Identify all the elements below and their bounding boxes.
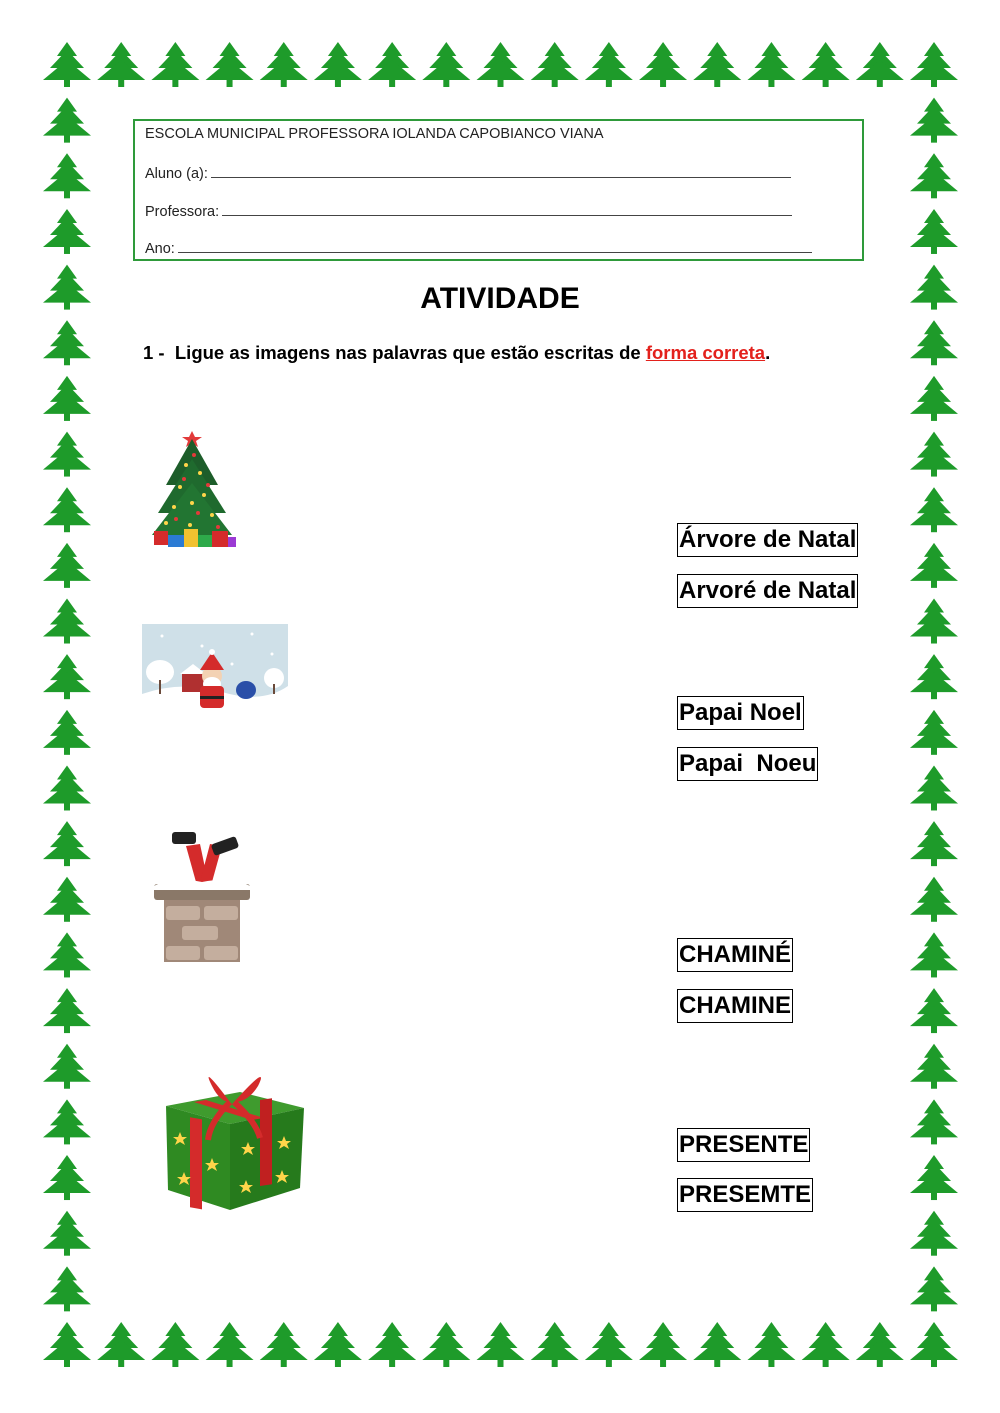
border-tree-icon — [151, 42, 199, 87]
ano-label: Ano: — [145, 241, 175, 257]
border-tree-icon — [585, 1322, 633, 1367]
border-tree-icon — [43, 599, 91, 644]
border-tree-icon — [910, 1266, 958, 1311]
option-arvore-de-natal[interactable]: Árvore de Natal — [677, 523, 858, 557]
question-1 — [143, 342, 770, 364]
border-tree-icon — [910, 376, 958, 421]
border-tree-icon — [747, 42, 795, 87]
border-tree-icon — [368, 1322, 416, 1367]
border-tree-icon — [910, 765, 958, 810]
border-tree-icon — [260, 1322, 308, 1367]
question-period: . — [765, 342, 771, 363]
border-tree-icon — [910, 710, 958, 755]
border-tree-icon — [910, 543, 958, 588]
option-presemte[interactable]: PRESEMTE — [677, 1178, 813, 1212]
border-tree-icon — [910, 654, 958, 699]
border-tree-icon — [910, 1044, 958, 1089]
border-tree-icon — [43, 932, 91, 977]
border-tree-icon — [910, 932, 958, 977]
border-tree-icon — [910, 432, 958, 477]
border-tree-icon — [43, 988, 91, 1033]
border-tree-icon — [43, 877, 91, 922]
question-text: Ligue as imagens nas palavras que estão escritas de — [174, 342, 641, 363]
border-tree-icon — [43, 432, 91, 477]
border-tree-icon — [856, 42, 904, 87]
santa-in-chimney-icon[interactable] — [152, 826, 252, 964]
christmas-tree-icon[interactable] — [146, 425, 238, 553]
border-tree-icon — [151, 1322, 199, 1367]
border-tree-icon — [206, 42, 254, 87]
border-tree-icon — [910, 821, 958, 866]
border-tree-icon — [910, 487, 958, 532]
border-tree-icon — [910, 209, 958, 254]
border-tree-icon — [639, 1322, 687, 1367]
border-tree-icon — [43, 654, 91, 699]
border-tree-icon — [43, 209, 91, 254]
border-tree-icon — [43, 1211, 91, 1256]
border-tree-icon — [693, 1322, 741, 1367]
border-tree-icon — [910, 599, 958, 644]
border-tree-icon — [910, 1099, 958, 1144]
border-tree-icon — [910, 877, 958, 922]
border-tree-icon — [910, 988, 958, 1033]
border-tree-icon — [43, 487, 91, 532]
border-tree-icon — [260, 42, 308, 87]
border-tree-icon — [206, 1322, 254, 1367]
border-tree-icon — [477, 1322, 525, 1367]
option-papai-noel[interactable]: Papai Noel — [677, 696, 804, 730]
border-tree-icon — [639, 42, 687, 87]
border-tree-icon — [856, 1322, 904, 1367]
school-name: ESCOLA MUNICIPAL PROFESSORA IOLANDA CAPOBIANCO VIANA — [145, 126, 604, 142]
border-tree-icon — [802, 42, 850, 87]
border-tree-icon — [585, 42, 633, 87]
option-chamine[interactable]: CHAMINE — [677, 989, 793, 1023]
border-tree-icon — [97, 42, 145, 87]
border-tree-icon — [531, 42, 579, 87]
gift-box-icon[interactable] — [160, 1062, 308, 1212]
border-tree-icon — [531, 1322, 579, 1367]
border-tree-icon — [910, 42, 958, 87]
border-tree-icon — [910, 1322, 958, 1367]
border-tree-icon — [477, 42, 525, 87]
border-tree-icon — [43, 42, 91, 87]
border-tree-icon — [314, 42, 362, 87]
border-tree-icon — [43, 765, 91, 810]
border-tree-icon — [43, 1099, 91, 1144]
border-tree-icon — [43, 320, 91, 365]
border-tree-icon — [43, 1322, 91, 1367]
border-tree-icon — [910, 1211, 958, 1256]
option-arvore-de-natal-wrong[interactable]: Arvoré de Natal — [677, 574, 858, 608]
year-line — [145, 239, 812, 257]
student-name-line — [145, 164, 791, 182]
border-tree-icon — [693, 42, 741, 87]
border-tree-icon — [43, 153, 91, 198]
border-tree-icon — [910, 1155, 958, 1200]
professora-blank[interactable] — [222, 202, 792, 216]
border-tree-icon — [43, 710, 91, 755]
option-papai-noeu[interactable]: Papai Noeu — [677, 747, 818, 781]
border-tree-icon — [43, 821, 91, 866]
question-number: 1 - — [143, 342, 165, 363]
aluno-label: Aluno (a): — [145, 166, 208, 182]
border-tree-icon — [422, 42, 470, 87]
border-tree-icon — [43, 1044, 91, 1089]
aluno-blank[interactable] — [211, 164, 791, 178]
border-tree-icon — [43, 98, 91, 143]
border-tree-icon — [910, 153, 958, 198]
border-tree-icon — [910, 98, 958, 143]
border-tree-icon — [747, 1322, 795, 1367]
border-tree-icon — [314, 1322, 362, 1367]
question-highlight: forma correta — [645, 342, 766, 363]
page-title: ATIVIDADE — [420, 282, 580, 315]
border-tree-icon — [43, 1266, 91, 1311]
ano-blank[interactable] — [178, 239, 812, 253]
border-tree-icon — [97, 1322, 145, 1367]
option-presente[interactable]: PRESENTE — [677, 1128, 810, 1162]
teacher-name-line — [145, 202, 792, 220]
border-tree-icon — [802, 1322, 850, 1367]
border-tree-icon — [43, 543, 91, 588]
santa-claus-scene-icon[interactable] — [142, 624, 288, 720]
border-tree-icon — [910, 320, 958, 365]
border-tree-icon — [368, 42, 416, 87]
border-tree-icon — [422, 1322, 470, 1367]
option-chamine-accent[interactable]: CHAMINÉ — [677, 938, 793, 972]
student-info-box — [133, 119, 864, 261]
border-tree-icon — [43, 376, 91, 421]
professora-label: Professora: — [145, 204, 220, 220]
border-tree-icon — [43, 1155, 91, 1200]
